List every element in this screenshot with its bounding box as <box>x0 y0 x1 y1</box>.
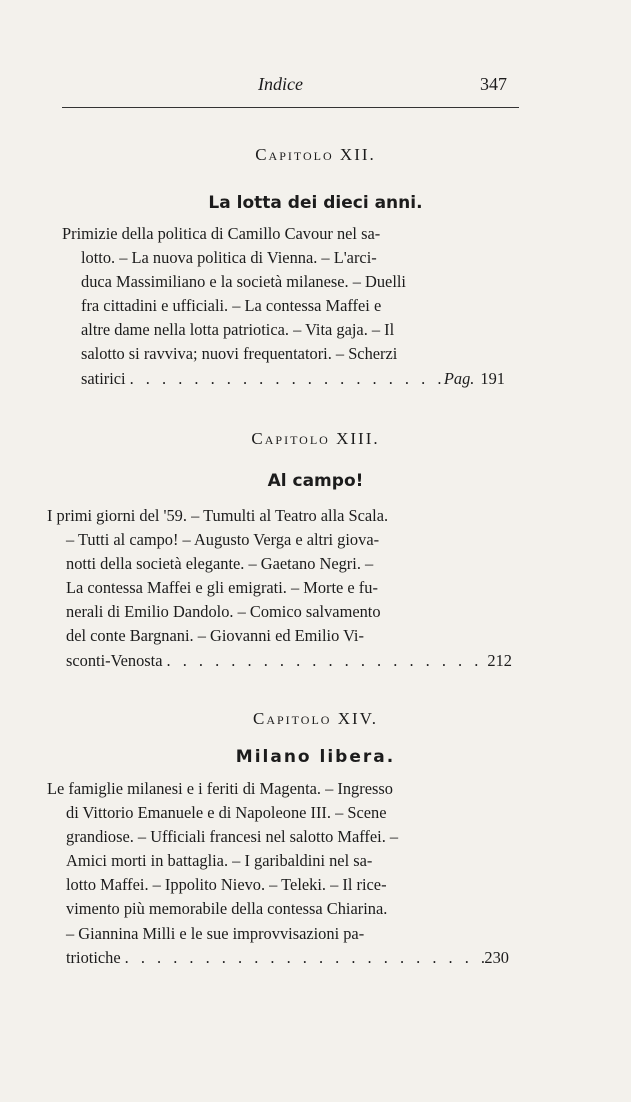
summary-line: lotto Maffei. – Ippolito Nievo. – Teleki. – Il rice- <box>66 875 387 895</box>
chapter-12-summary <box>62 222 505 391</box>
summary-line: – Tutti al campo! – Augusto Verga e altri giova- <box>66 530 380 550</box>
summary-line: vimento più memorabile della contessa Chiarina. <box>66 899 388 919</box>
chapter-14-summary <box>47 777 509 970</box>
chapter-14-title: Milano libera. <box>235 747 396 767</box>
running-head-title: Indice <box>258 74 303 94</box>
summary-line: di Vittorio Emanuele e di Napoleone III. – Scene <box>66 803 387 823</box>
summary-last-line: satirici <box>81 368 126 388</box>
chapter-13-label: Capitolo XIII. <box>251 429 380 448</box>
toc-page-number: 212 <box>487 650 512 670</box>
summary-line: del conte Bargnani. – Giovanni ed Emilio Vi- <box>66 626 364 646</box>
dot-leader <box>121 946 485 970</box>
summary-line: lotto. – La nuova politica di Vienna. – L'arci- <box>81 248 377 268</box>
summary-line: Le famiglie milanesi e i feriti di Magenta. – Ingresso <box>47 779 393 798</box>
summary-line: I primi giorni del '59. – Tumulti al Teatro alla Scala. <box>47 506 389 525</box>
summary-line: duca Massimiliano e la società milanese. – Duelli <box>81 272 406 292</box>
chapter-12-title: La lotta dei dieci anni. <box>208 193 423 213</box>
page-prefix: Pag. <box>443 368 475 388</box>
dot-leader <box>126 367 444 391</box>
dot-leader <box>163 649 488 673</box>
header-rule <box>62 107 519 108</box>
summary-last-line: triotiche <box>66 947 121 967</box>
summary-line: salotto si ravviva; nuovi frequentatori. – Scherzi <box>81 344 398 364</box>
chapter-13-title: Al campo! <box>267 471 364 491</box>
chapter-14-label: Capitolo XIV. <box>253 709 378 728</box>
summary-line: grandiose. – Ufficiali francesi nel salotto Maffei. – <box>66 827 399 847</box>
summary-line: fra cittadini e ufficiali. – La contessa Maffei e <box>81 296 382 316</box>
toc-page-number: 230 <box>484 947 509 967</box>
summary-line: nerali di Emilio Dandolo. – Comico salvamento <box>66 602 381 622</box>
summary-line: notti della società elegante. – Gaetano Negri. – <box>66 554 374 574</box>
toc-entry-row <box>47 649 512 673</box>
page-number: 347 <box>480 74 507 94</box>
summary-line: La contessa Maffei e gli emigrati. – Morte e fu- <box>66 578 378 598</box>
summary-line: Primizie della politica di Camillo Cavour nel sa- <box>62 224 381 243</box>
chapter-13-summary <box>47 504 512 673</box>
running-head <box>0 74 631 98</box>
toc-entry-row <box>62 367 505 391</box>
summary-last-line: sconti-Venosta <box>66 650 163 670</box>
toc-entry-row <box>47 946 509 970</box>
toc-page-number: 191 <box>480 368 505 388</box>
summary-line: altre dame nella lotta patriotica. – Vita gaja. – Il <box>81 320 395 340</box>
chapter-12-label: Capitolo XII. <box>255 145 376 164</box>
summary-line: – Giannina Milli e le sue improvvisazioni pa- <box>66 923 365 943</box>
summary-line: Amici morti in battaglia. – I garibaldini nel sa- <box>66 851 373 871</box>
